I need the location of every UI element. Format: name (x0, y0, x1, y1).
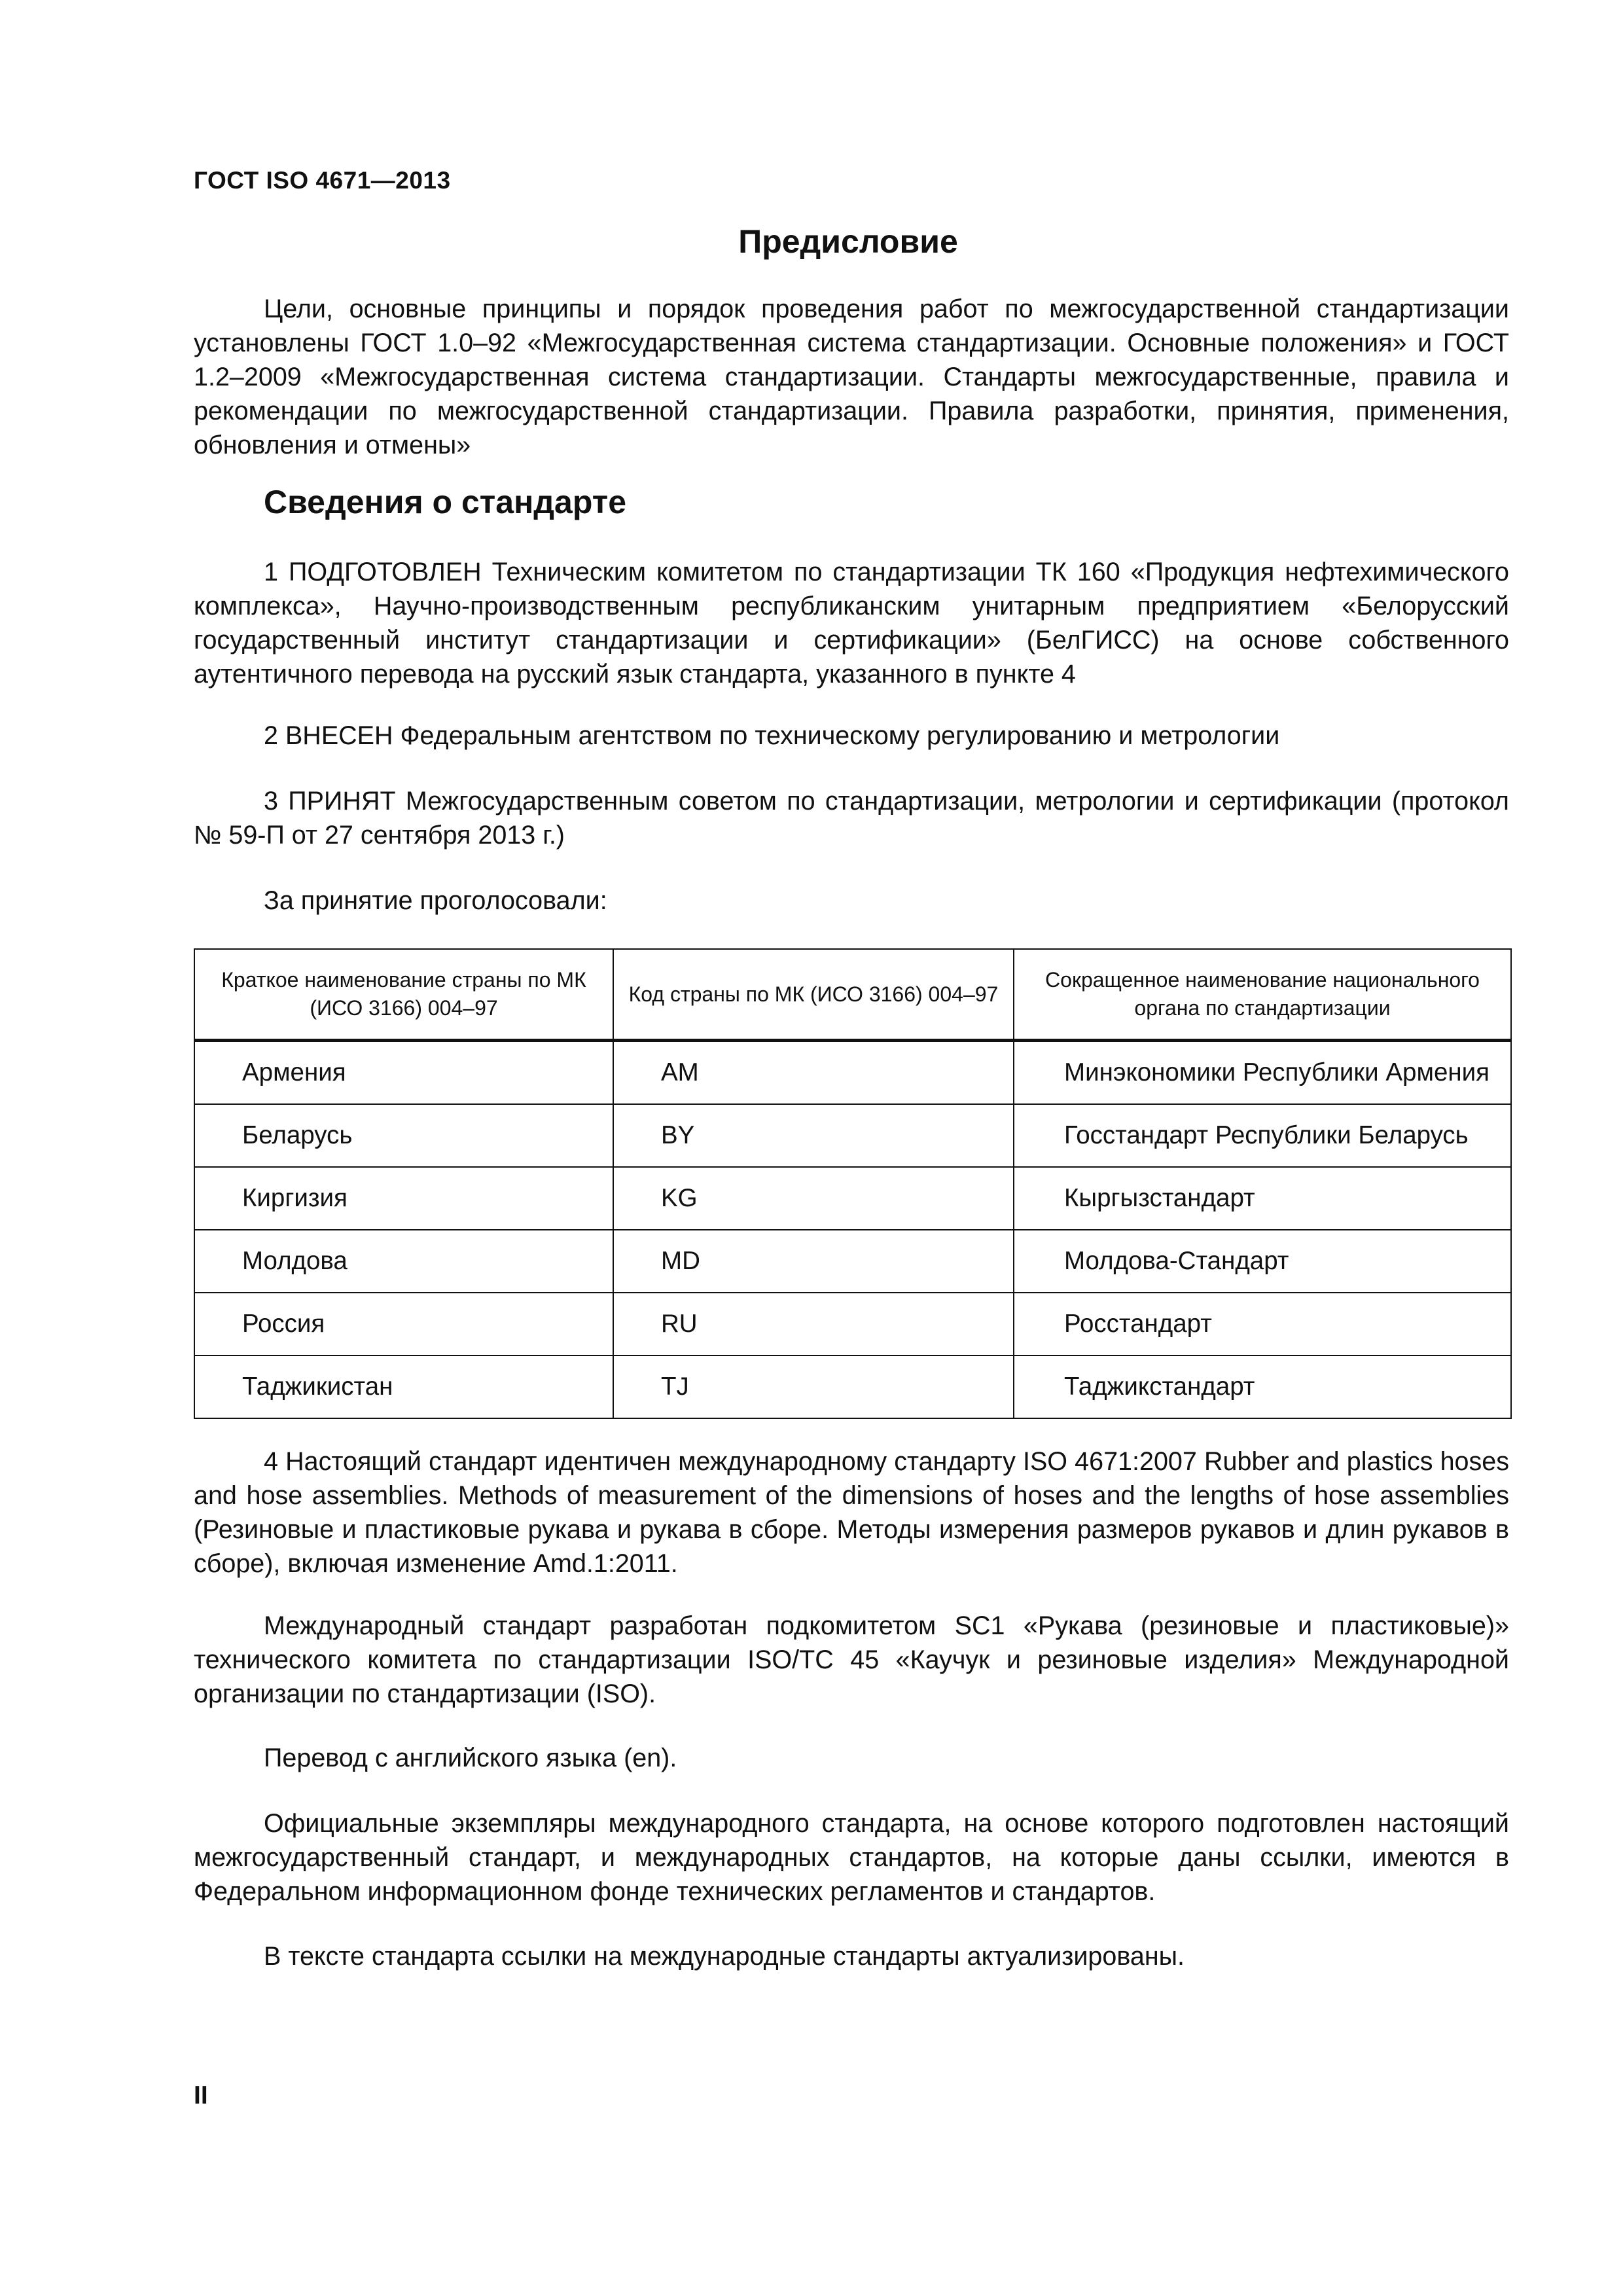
table-cell-body: Молдова-Стандарт (1014, 1230, 1511, 1293)
table-cell-country: Молдова (194, 1230, 613, 1293)
references-paragraph: В тексте стандарта ссылки на международные стандарты актуализированы. (264, 1942, 1185, 1971)
info-item-1: 1 ПОДГОТОВЛЕН Техническим комитетом по стандартизации ТК 160 «Продукция нефтехимического комплекса», Научно-производственным республиканским унитарным предприятием «Белорусский государственный институт стандартизации и сертификации» (БелГИСС) на основе собственного аутентичного перевода на русский язык стандарта, указанного в пункте 4 (194, 558, 1509, 689)
subcommittee-paragraph: Международный стандарт разработан подкомитетом SC1 «Рукава (резиновые и пластиковые)» технического комитета по стандартизации ISO/TC 45 «Каучук и резиновые изделия» Международной организации по стандартизации (ISO). (194, 1611, 1509, 1708)
table-row (194, 1230, 1511, 1293)
table-cell-code: KG (613, 1167, 1014, 1230)
voted-label: За принятие проголосовали: (264, 886, 607, 915)
table-cell-country: Армения (194, 1041, 613, 1105)
table-cell-code: AM (613, 1041, 1014, 1105)
table-cell-body: Таджикстандарт (1014, 1355, 1511, 1418)
preface-text: Цели, основные принципы и порядок проведения работ по межгосударственной стандартизации установлены ГОСТ 1.0–92 «Межгосударственная система стандартизации. Основные положения» и ГОСТ 1.2–2009 «Межгосударственная система стандартизации. Стандарты межгосударственные, правила и рекомендации по межгосударственной стандартизации. Правила разработки, принятия, применения, обновления и отмены» (194, 295, 1509, 459)
table-header-country: Краткое наименование страны по МК (ИСО 3166) 004–97 (194, 949, 613, 1041)
info-item-4: 4 Настоящий стандарт идентичен международному стандарту ISO 4671:2007 Rubber and plastics hoses and hose assemblies. Methods of measurement of the dimensions of hoses and the lengths of hose assemblies (Резиновые и пластиковые рукава и рукава в сборе. Методы измерения размеров рукавов и длин рукавов в сборе), включая изменение Amd.1:2011. (194, 1447, 1509, 1578)
table-row (194, 1167, 1511, 1230)
table-cell-code: MD (613, 1230, 1014, 1293)
standard-info-title: Сведения о стандарте (264, 484, 627, 520)
table-cell-country: Киргизия (194, 1167, 613, 1230)
table-cell-body: Росстандарт (1014, 1293, 1511, 1355)
translation-paragraph: Перевод с английского языка (en). (264, 1744, 677, 1772)
info-item-2: 2 ВНЕСЕН Федеральным агентством по техническому регулированию и метрологии (264, 721, 1280, 750)
table-row (194, 1104, 1511, 1167)
table-header-code: Код страны по МК (ИСО 3166) 004–97 (613, 949, 1014, 1041)
table-row (194, 1041, 1511, 1105)
table-cell-code: RU (613, 1293, 1014, 1355)
table-cell-country: Таджикистан (194, 1355, 613, 1418)
info-item-3: 3 ПРИНЯТ Межгосударственным советом по стандартизации, метрологии и сертификации (протокол № 59-П от 27 сентября 2013 г.) (194, 787, 1509, 850)
page-number: II (194, 2081, 208, 2109)
table-header-body: Сокращенное наименование национального органа по стандартизации (1014, 949, 1511, 1041)
table-row (194, 1293, 1511, 1355)
table-cell-body: Госстандарт Республики Беларусь (1014, 1104, 1511, 1167)
official-copies-paragraph: Официальные экземпляры международного стандарта, на основе которого подготовлен настоящий межгосударственный стандарт, и международных стандартов, на которые даны ссылки, имеются в Федеральном информационном фонде технических регламентов и стандартов. (194, 1809, 1509, 1906)
table-cell-body: Минэкономики Республики Армения (1014, 1041, 1511, 1105)
table-cell-body: Кыргызстандарт (1014, 1167, 1511, 1230)
preface-title: Предисловие (738, 223, 958, 260)
table-cell-code: BY (613, 1104, 1014, 1167)
table-row (194, 1355, 1511, 1418)
voting-table (194, 948, 1512, 1419)
document-code: ГОСТ ISO 4671—2013 (194, 167, 451, 194)
table-cell-code: TJ (613, 1355, 1014, 1418)
table-cell-country: Россия (194, 1293, 613, 1355)
table-cell-country: Беларусь (194, 1104, 613, 1167)
table-header-row (194, 949, 1511, 1041)
